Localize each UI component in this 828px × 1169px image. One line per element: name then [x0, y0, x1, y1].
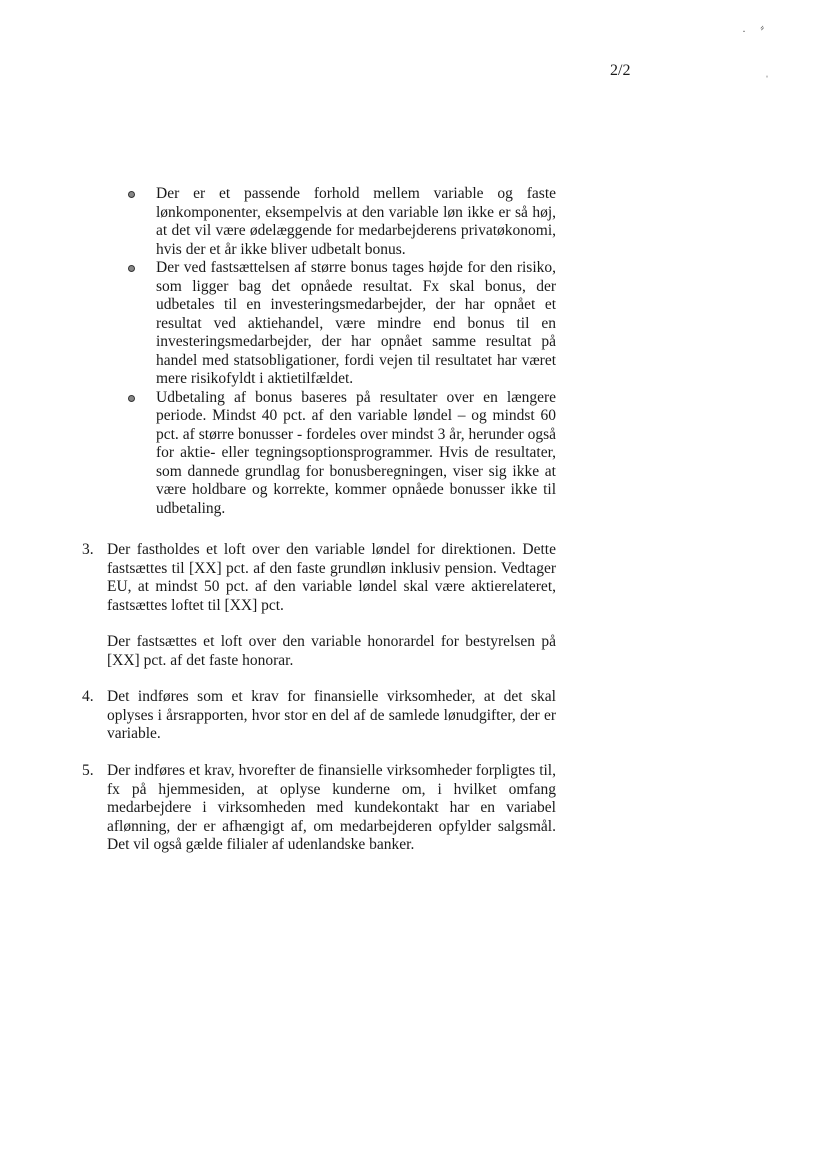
- item-number: 4.: [82, 688, 94, 705]
- bullet-item: [126, 185, 556, 259]
- bullet-item: [126, 389, 556, 519]
- item-paragraph: Det indføres som et krav for finansielle virksomheder, at det skal oplyses i årsrapporten, hvor stor en del af de samlede lønudgifter, der er variable.: [107, 688, 556, 742]
- page-number: 2/2: [610, 62, 631, 79]
- item-paragraph: Der fastsættes et loft over den variable honorardel for bestyrelsen på [XX] pct. af det faste honorar.: [107, 633, 556, 669]
- bullet-icon: [128, 265, 135, 272]
- item-paragraph: Der fastholdes et loft over den variable løndel for direktionen. Dette fastsættes til [XX] pct. af den faste grundløn inklusiv pension. Vedtager EU, at mindst 50 pct. af den variable løndel skal være aktierelateret, fastsættes loftet til [XX] pct.: [107, 541, 556, 614]
- bullet-text: Der ved fastsættelsen af større bonus tages højde for den risiko, som ligger bag det opnåede resultat. Fx skal bonus, der udbetales til en investeringsmedarbejder, der har opnået et resultat ved aktiehandel, være mindre end bonus til en investeringsmedarbejder, der har opnået samme resultat på handel med statsobligationer, fordi vejen til resultatet har været mere risikofyldt i aktietilfældet.: [156, 259, 556, 387]
- numbered-item-3: [82, 541, 556, 670]
- numbered-item-5: [82, 762, 556, 855]
- bullet-icon: [128, 395, 135, 402]
- item-paragraph: Der indføres et krav, hvorefter de finansielle virksomheder forpligtes til, fx på hjemmesiden, at oplyse kunderne om, i hvilket omfang medarbejdere i virksomheden med kundekontakt har en variabel aflønning, der er afhængigt af, om medarbejderen opfylder salgsmål. Det vil også gælde filialer af udenlandske banker.: [107, 762, 556, 853]
- bullet-list: [126, 185, 556, 518]
- bullet-text: Udbetaling af bonus baseres på resultater over en længere periode. Mindst 40 pct. af den variable løndel – og mindst 60 pct. af større bonusser - fordeles over mindst 3 år, herunder også for aktie- eller tegningsoptionsprogrammer. Hvis de resultater, som dannede grundlag for bonusberegningen, viser sig ikke at være holdbare og korrekte, kommer opnåede bonusser ikke til udbetaling.: [156, 388, 556, 517]
- numbered-item-4: [82, 688, 556, 744]
- item-number: 3.: [82, 541, 94, 558]
- scan-speck: ⸗: [757, 19, 767, 35]
- bullet-item: [126, 259, 556, 389]
- bullet-text: Der er et passende forhold mellem variable og faste lønkomponenter, eksempelvis at den variable løn ikke er så høj, at det vil være ødelæggende for medarbejderens privatøkonomi, hvis der et år ikke bliver udbetalt bonus.: [156, 185, 556, 258]
- scan-speck: ˌ: [765, 64, 769, 78]
- bullet-icon: [128, 191, 135, 198]
- item-number: 5.: [82, 762, 94, 779]
- scan-speck: ·: [742, 24, 746, 38]
